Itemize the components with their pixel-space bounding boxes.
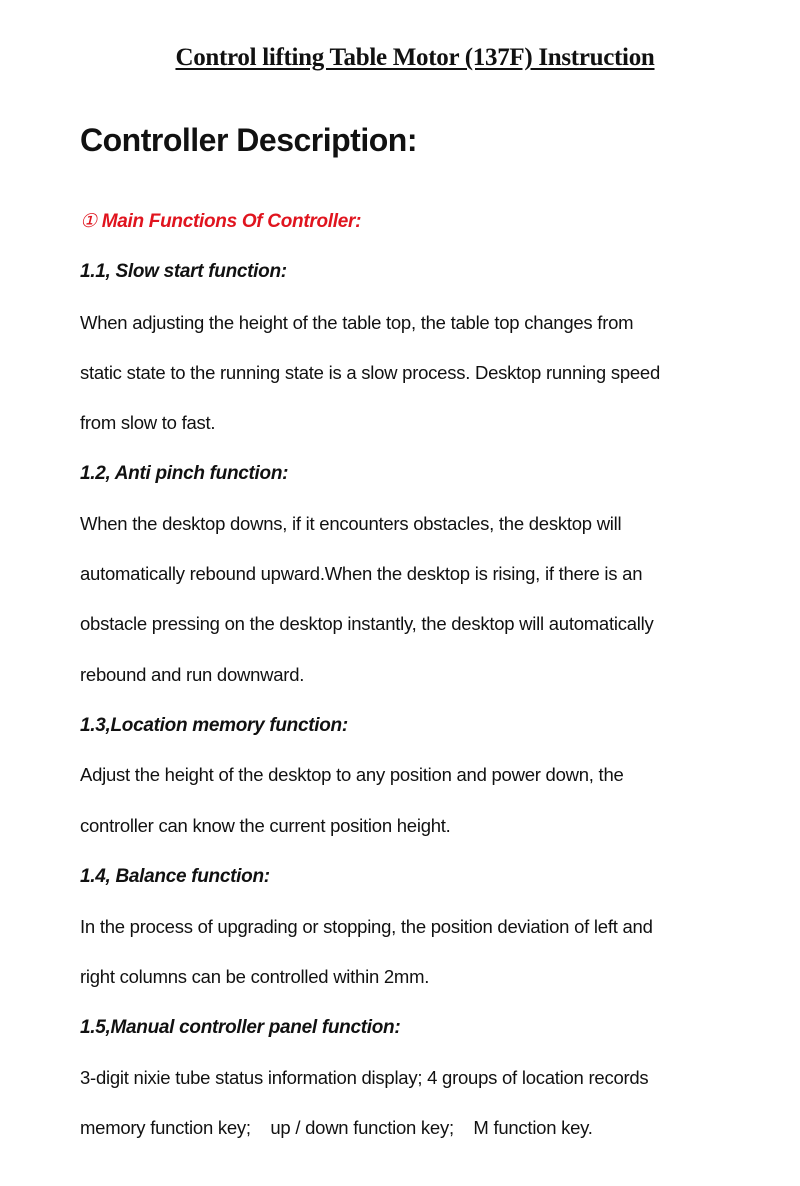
circled-number-marker: ①: [80, 211, 97, 232]
paragraph-line: In the process of upgrading or stopping, the position deviation of left and: [80, 916, 653, 937]
function-title: 1.3,Location memory function:: [80, 715, 348, 736]
paragraph-line: Adjust the height of the desktop to any position and power down, the: [80, 764, 624, 785]
section-heading: [80, 212, 361, 231]
paragraph-line: from slow to fast.: [80, 412, 216, 433]
paragraph-line: When adjusting the height of the table top, the table top changes from: [80, 312, 634, 333]
paragraph-line: rebound and run downward.: [80, 664, 305, 685]
page-heading: Controller Description:: [80, 122, 417, 158]
paragraph-line: memory function key; up / down function key; M function key.: [80, 1117, 593, 1138]
paragraph-line: controller can know the current position height.: [80, 815, 451, 836]
document-title: Control lifting Table Motor (137F) Instruction: [175, 44, 655, 71]
function-title: 1.2, Anti pinch function:: [80, 463, 289, 484]
paragraph-line: right columns can be controlled within 2mm.: [80, 966, 430, 987]
paragraph-line: automatically rebound upward.When the desktop is rising, if there is an: [80, 563, 643, 584]
paragraph-line: obstacle pressing on the desktop instantly, the desktop will automatically: [80, 613, 654, 634]
paragraph-line: 3-digit nixie tube status information display; 4 groups of location records: [80, 1067, 649, 1088]
paragraph-line: When the desktop downs, if it encounters obstacles, the desktop will: [80, 513, 622, 534]
function-title: 1.5,Manual controller panel function:: [80, 1017, 401, 1038]
function-title: 1.4, Balance function:: [80, 866, 270, 887]
section-label: Main Functions Of Controller:: [101, 211, 362, 232]
paragraph-line: static state to the running state is a slow process. Desktop running speed: [80, 362, 660, 383]
function-title: 1.1, Slow start function:: [80, 261, 287, 282]
